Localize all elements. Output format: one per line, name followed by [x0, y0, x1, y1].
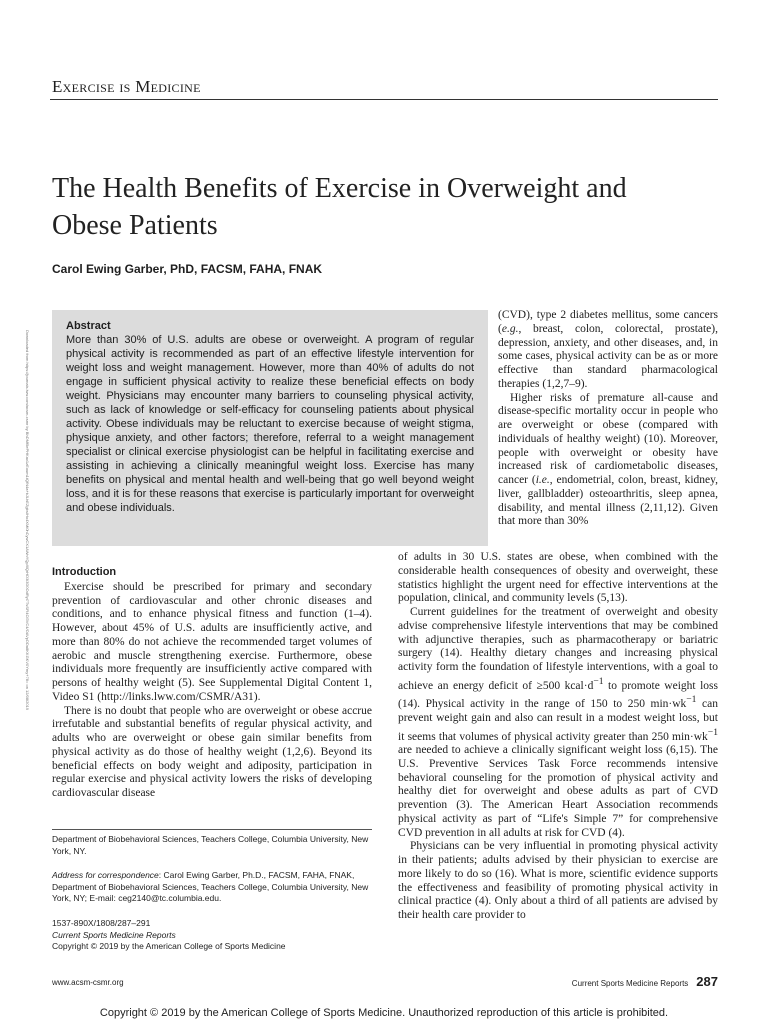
copyright-notice: Copyright © 2019 by the American College of Sports Medicine. Unauthorized reproduction of this article is prohibited. — [99, 1007, 669, 1019]
footnote-affiliation: Department of Biobehavioral Sciences, Teachers College, Columbia University, New York, NY. — [52, 834, 369, 856]
footer-website: www.acsm-csmr.org — [52, 978, 124, 987]
left-column-main — [52, 566, 372, 801]
article-title: The Health Benefits of Exercise in Overweight and Obese Patients — [52, 173, 627, 241]
paragraph: Current guidelines for the treatment of overweight and obesity advise comprehensive lifestyle interventions that may be combined with adjunctive therapies, such as pharmacotherapy or bariatric surgery (14). Healthy dietary changes and increasing physical activity form the foundation of lifestyle interventions, with a goal to achieve an energy deficit of ≥500 $kcal\cdot d^{-1}$ to promote weight loss (14). Physical activity in the range of 150 to 250 $\min\cdot wk^{-1}$ can prevent weight gain and also can result in a modest weight loss, but it seems that volumes of physical activity greater than 250 $\min\cdot wk^{-1}$ are needed to achieve a clinically significant weight loss (6,15). The U.S. Preventive Services Task Force recommends intensive behavioral counseling for the promotion of physical activity and healthy diet for overweight and obese adults as part of CVD prevention (3). The American Heart Association recommends physical activity as part of “Life's Simple 7” for comprehensive CVD prevention in all adults at risk for CVD (4). — [398, 606, 719, 839]
margin-download-text: Downloaded from https://journals.lww.com/acsm-csmr by BhDMf5ePHKav1zEoum1tQfN4a+kJLhEZgbsIHo4XMi0hCywCX1AWnYQp/IlQrHD3i3D0OdRyi7TvSFl4Cf3VC4/OAVpDDa8KKGKV0Ymy+78= on 12/08/2019 — [25, 330, 30, 711]
right-column-main — [398, 551, 718, 923]
footnote-journal: Current Sports Medicine Reports — [52, 929, 176, 940]
section-word-1: Exercise — [52, 77, 115, 96]
paragraph: (CVD), type 2 diabetes mellitus, some cancers (e.g., breast, colon, colorectal, prostate), depression, anxiety, and other diseases, and, in some cases, physical activity can be as or more effective than standard pharmacological therapies (1,2,7–9). — [498, 309, 718, 390]
margin-download-note — [22, 330, 32, 720]
footnote-issn: 1537-890X/1808/287–291 — [52, 918, 151, 928]
paragraph: Exercise should be prescribed for primary and secondary prevention of cardiovascular and other chronic diseases and conditions, and to enhance physical fitness and function (1–4). However, about 45% of U.S. adults are insufficiently active, and more than 80% do not achieve the recommended target volumes of aerobic and muscle strengthening exercise. Furthermore, obese individuals more frequently are insufficiently active compared with persons of healthy weight (5). See Supplemental Digital Content 1, Video S1 (http://links.lww.com/CSMR/A31). — [52, 580, 372, 703]
footnote-copyright: Copyright © 2019 by the American College of Sports Medicine — [52, 941, 286, 951]
section-word-2: is — [119, 77, 131, 96]
section-heading-introduction: Introduction — [52, 566, 117, 578]
header-rule — [50, 99, 718, 100]
footer-journal: Current Sports Medicine Reports — [571, 979, 689, 988]
paragraph: There is no doubt that people who are overweight or obese accrue irrefutable and substantial benefits of regular physical activity, and adults who are overweight or obese gain similar benefits from physical activity as do those of healthy weight (1,2,6). Beyond its beneficial effects on body weight and adiposity, participation in regular exercise and physical activity lowers the risks of developing cardiovascular disease — [52, 704, 372, 799]
page-number: 287 — [696, 974, 718, 989]
paragraph: Physicians can be very influential in promoting physical activity in their patients; adults advised by their physician to exercise are more likely to do so (16). What is more, scientific evidence supports the effectiveness and feasibility of promoting physical activity in clinical practice (4). Only about a third of all patients are advised by their health care provider to — [398, 840, 718, 922]
abstract-text: More than 30% of U.S. adults are obese or overweight. A program of regular physical activity is recommended as part of an effective lifestyle intervention for weight loss and weight management. However, more than 40% of adults do not engage in sufficient physical activity to realize these beneficial effects on body weight. Physicians may encounter many barriers to counseling physical activity, such as lack of knowledge or self-efficacy for counseling patients about physical activity. Obese individuals may be reluctant to exercise because of weight stigma, physique anxiety, and other factors; therefore, referral to a weight management specialist or clinical exercise physiologist can be helpful in facilitating exercise and assisting in achieving a clinically meaningful weight loss. Exercise has many benefits on physical and mental health and well-being that go well beyond weight loss, and it is for these reasons that exercise is particularly important for overweight and obese individuals. — [66, 334, 474, 514]
paragraph: Higher risks of premature all-cause and disease-specific mortality occur in people who are overweight or obese (compared with individuals of healthy weight) (10). Moreover, people with overweight or obesity have increased risk of cardiometabolic diseases, cancer (i.e., endometrial, colon, breast, kidney, liver, gallbladder) osteoarthritis, sleep apnea, disability, and mental illness (2,11,12). Given that more than 30% — [498, 391, 719, 528]
footnote-publication-info — [52, 918, 372, 953]
abstract-box — [52, 310, 488, 546]
paragraph: of adults in 30 U.S. states are obese, when combined with the considerable health consequences of obesity and overweight, these statistics highlight the urgent need for effective interventions at the population, clinical, and community levels (5,13). — [398, 551, 718, 605]
abstract-heading: Abstract — [66, 320, 111, 332]
footer-journal-page — [525, 974, 718, 989]
footnote-rule — [52, 829, 372, 830]
right-column-top — [498, 309, 718, 529]
footnote-correspondence: Address for correspondence: Carol Ewing Garber, Ph.D., FACSM, FAHA, FNAK, Department of Biobehavioral Sciences, Teachers College, Columbia University, New York, NY; E-mail: ceg2140@tc.columbia.edu. — [52, 870, 369, 903]
article-author: Carol Ewing Garber, PhD, FACSM, FAHA, FNAK — [52, 262, 323, 276]
section-header — [52, 77, 201, 97]
section-word-3: Medicine — [135, 77, 201, 96]
